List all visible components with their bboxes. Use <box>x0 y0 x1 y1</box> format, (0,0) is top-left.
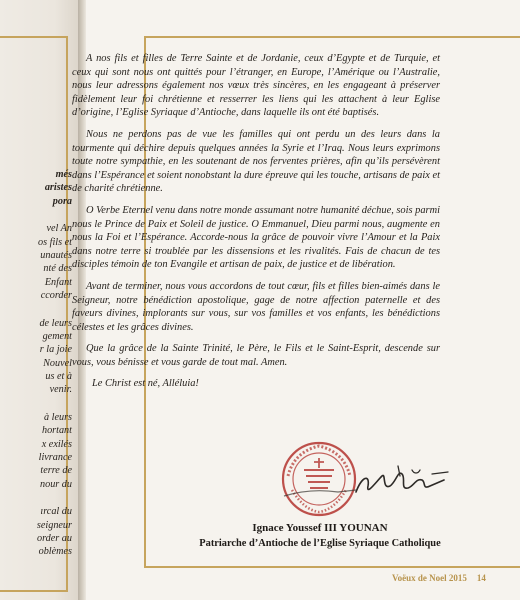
patriarchal-seal-stamp <box>280 440 358 518</box>
page-number: 14 <box>476 573 486 583</box>
left-text-line: pora <box>52 195 72 207</box>
left-text-line: Enfant <box>44 276 72 288</box>
left-page-text <box>2 168 72 559</box>
left-text-line: nour du <box>40 478 72 490</box>
left-line-gap <box>2 303 72 317</box>
paragraph-families: Nous ne perdons pas de vue les familles qui ont perdu un des leurs dans la tourmente qui déchire depuis quelques années la Syrie et l’Iraq. Nous leurs exprimons toute notre sympathie, en les soutenant de nos ferventes prières, afin qu’ils persévèrent dans l’Espérance et soient nonobstant la dure épreuve qui les touche, artisans de paix et de charité chrétienne. <box>72 128 440 195</box>
left-text-line: oblèmes <box>38 546 72 558</box>
left-text-line: nté des <box>43 263 72 275</box>
signatory-name: Ignace Youssef III YOUNAN <box>252 522 388 534</box>
left-text-line: unautés <box>40 249 72 261</box>
left-text-line: order au <box>37 532 72 544</box>
signatory-title: Patriarche d’Antioche de l’Eglise Syriaque Catholique <box>199 538 441 549</box>
left-text-line: Nouvel <box>43 357 72 369</box>
paragraph-trinity: Que la grâce de la Sainte Trinité, le Père, le Fils et le Saint-Esprit, descende sur vous, vous bénisse et vous garde de tout mal. Amen. <box>72 343 440 368</box>
paragraph-greetings: A nos fils et filles de Terre Sainte et de Jordanie, ceux d’Egypte et de Turquie, et ceux qui sont nous ont quittés pour l’étranger, en Europe, l’Amérique ou l’Australie, nous leur adressons également nos vœux très sincères, en les engageant à préserver fidèlement leur foi chrétienne et resserrer les liens qui les attachent à leur Eglise d’origine, l’Eglise Syriaque d’Antioche, dans laquelle ils ont été baptisés. <box>72 53 440 119</box>
left-line-gap <box>2 397 72 411</box>
left-text-line: aristes <box>44 182 72 194</box>
left-text-line: ccorder <box>40 290 72 302</box>
left-text-line: hortant <box>41 425 72 437</box>
left-text-line: de leurs <box>39 317 72 329</box>
closing-line: Le Christ est né, Alléluia! <box>92 378 199 390</box>
left-text-line: vel An <box>46 223 72 235</box>
left-line-gap <box>2 491 72 505</box>
left-text-line: os fils et <box>38 236 72 248</box>
paragraph-prayer: O Verbe Eternel venu dans notre monde assumant notre humanité déchue, sois parmi nous le Prince de Paix et Soleil de justice. O Emmanuel, Dieu parmi nous, augmente en nous la Foi et l’Espérance. Accorde-nous la grâce de pouvoir vivre l’Amour et la Paix dans notre terre si troublée par les dissensions et les rivalités. Fais de chacun de tes disciples témoin de ton Evangile et artisan de paix, de justice et de libération. <box>72 204 440 271</box>
left-text-line: terre de <box>40 465 72 477</box>
left-text-line: livrance <box>38 452 72 464</box>
left-text-line: us et à <box>45 371 72 383</box>
left-line-gap <box>2 208 72 222</box>
left-page <box>0 0 78 600</box>
left-text-line: x exilés <box>41 438 72 450</box>
handwritten-signature <box>352 456 454 508</box>
left-text-line: venir. <box>49 384 72 396</box>
left-text-line: més <box>55 169 72 180</box>
page-footer <box>392 573 486 583</box>
left-text-line: à leurs <box>43 411 72 423</box>
left-text-line: r la joie <box>39 344 72 356</box>
left-text-line: gement <box>42 330 72 342</box>
left-text-line: seigneur <box>36 519 72 531</box>
paragraph-blessing: Avant de terminer, nous vous accordons de tout cœur, fils et filles bien-aimés dans le Seigneur, notre bénédiction apostolique, gage de notre affection paternelle et des faveurs divines, implorants sur vous, sur vos familles et vos enfants, les bénédictions célestes et les grâces divines. <box>72 280 440 333</box>
footer-label: Voëux de Noel 2015 <box>392 573 467 583</box>
letter-body <box>72 52 440 391</box>
left-text-line: ırcal du <box>40 506 72 518</box>
